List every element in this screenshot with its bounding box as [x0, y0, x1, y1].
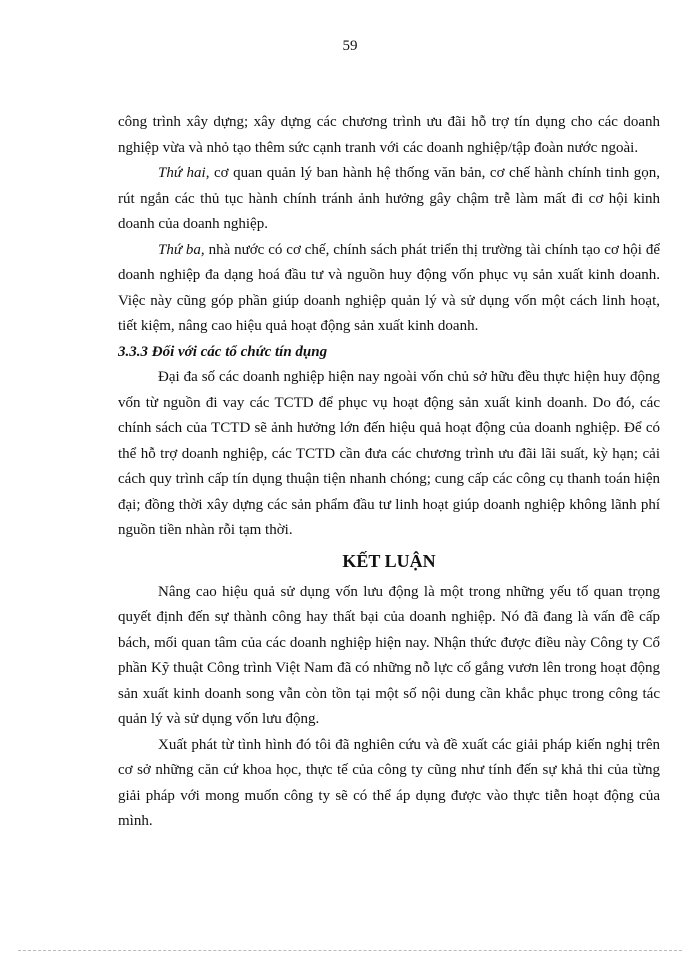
paragraph-text-thu-hai: cơ quan quản lý ban hành hệ thống văn bản, cơ chế hành chính tinh gọn, rút ngắn các thủ tục hành chính tránh ảnh hưởng gây chậm trễ làm mất đi cơ hội kinh doanh của doanh nghiệp.	[118, 165, 660, 232]
paragraph-thu-ba	[118, 238, 660, 340]
paragraph-lead-thu-ba: Thứ ba,	[158, 241, 205, 258]
document-body	[118, 110, 660, 835]
conclusion-heading: KẾT LUẬN	[342, 550, 436, 571]
paragraph-thu-hai	[118, 161, 660, 238]
paragraph-text-thu-ba: nhà nước có cơ chế, chính sách phát triển thị trường tài chính tạo cơ hội để doanh nghiệp đa dạng hoá đầu tư và nguồn huy động vốn phục vụ sản xuất kinh doanh. Việc này cũng góp phần giúp doanh nghiệp quản lý và sử dụng vốn một cách linh hoạt, tiết kiệm, nâng cao hiệu quả hoạt động sản xuất kinh doanh.	[118, 241, 660, 334]
paragraph-continuation: công trình xây dựng; xây dựng các chương trình ưu đãi hỗ trợ tín dụng cho các doanh nghiệp vừa và nhỏ tạo thêm sức cạnh tranh với các doanh nghiệp/tập đoàn nước ngoài.	[118, 114, 660, 156]
paragraph-conclusion-2: Xuất phát từ tình hình đó tôi đã nghiên cứu và đề xuất các giải pháp kiến nghị trên cơ sở những căn cứ khoa học, thực tế của công ty cũng như tính đến sự khả thi của từng giải pháp với mong muốn công ty sẽ có thể áp dụng được vào thực tiễn hoạt động của mình.	[118, 736, 660, 829]
page-number: 59	[342, 38, 358, 54]
paragraph-credit-institutions: Đại đa số các doanh nghiệp hiện nay ngoài vốn chủ sở hữu đều thực hiện huy động vốn từ nguồn đi vay các TCTD để phục vụ hoạt động sản xuất kinh doanh. Do đó, các chính sách của TCTD sẽ ảnh hưởng lớn đến hiệu quả hoạt động của doanh nghiệp. Để có thể hỗ trợ doanh nghiệp, các TCTD cần đưa các chương trình ưu đãi lãi suất, kỳ hạn; cải cách quy trình cấp tín dụng thuận tiện nhanh chóng; cung cấp các công cụ thanh toán hiện đại; đồng thời xây dựng các sản phẩm đầu tư linh hoạt giúp doanh nghiệp không lãnh phí nguồn tiền nhàn rỗi tạm thời.	[118, 369, 660, 538]
section-heading: 3.3.3 Đối với các tổ chức tín dụng	[118, 343, 328, 360]
bottom-divider	[18, 950, 682, 951]
paragraph-conclusion-1: Nâng cao hiệu quả sử dụng vốn lưu động là một trong những yếu tố quan trọng quyết định đến sự thành công hay thất bại của doanh nghiệp. Nó đã đang là vấn đề cấp bách, mối quan tâm của các doanh nghiệp hiện nay. Nhận thức được điều này Công ty Cổ phần Kỹ thuật Công trình Việt Nam đã có những nỗ lực cố gắng vươn lên trong hoạt động sản xuất kinh doanh song vẫn còn tồn tại một số nội dung cần khắc phục trong công tác quản lý và sử dụng vốn lưu động.	[118, 583, 660, 727]
paragraph-lead-thu-hai: Thứ hai,	[158, 165, 210, 181]
